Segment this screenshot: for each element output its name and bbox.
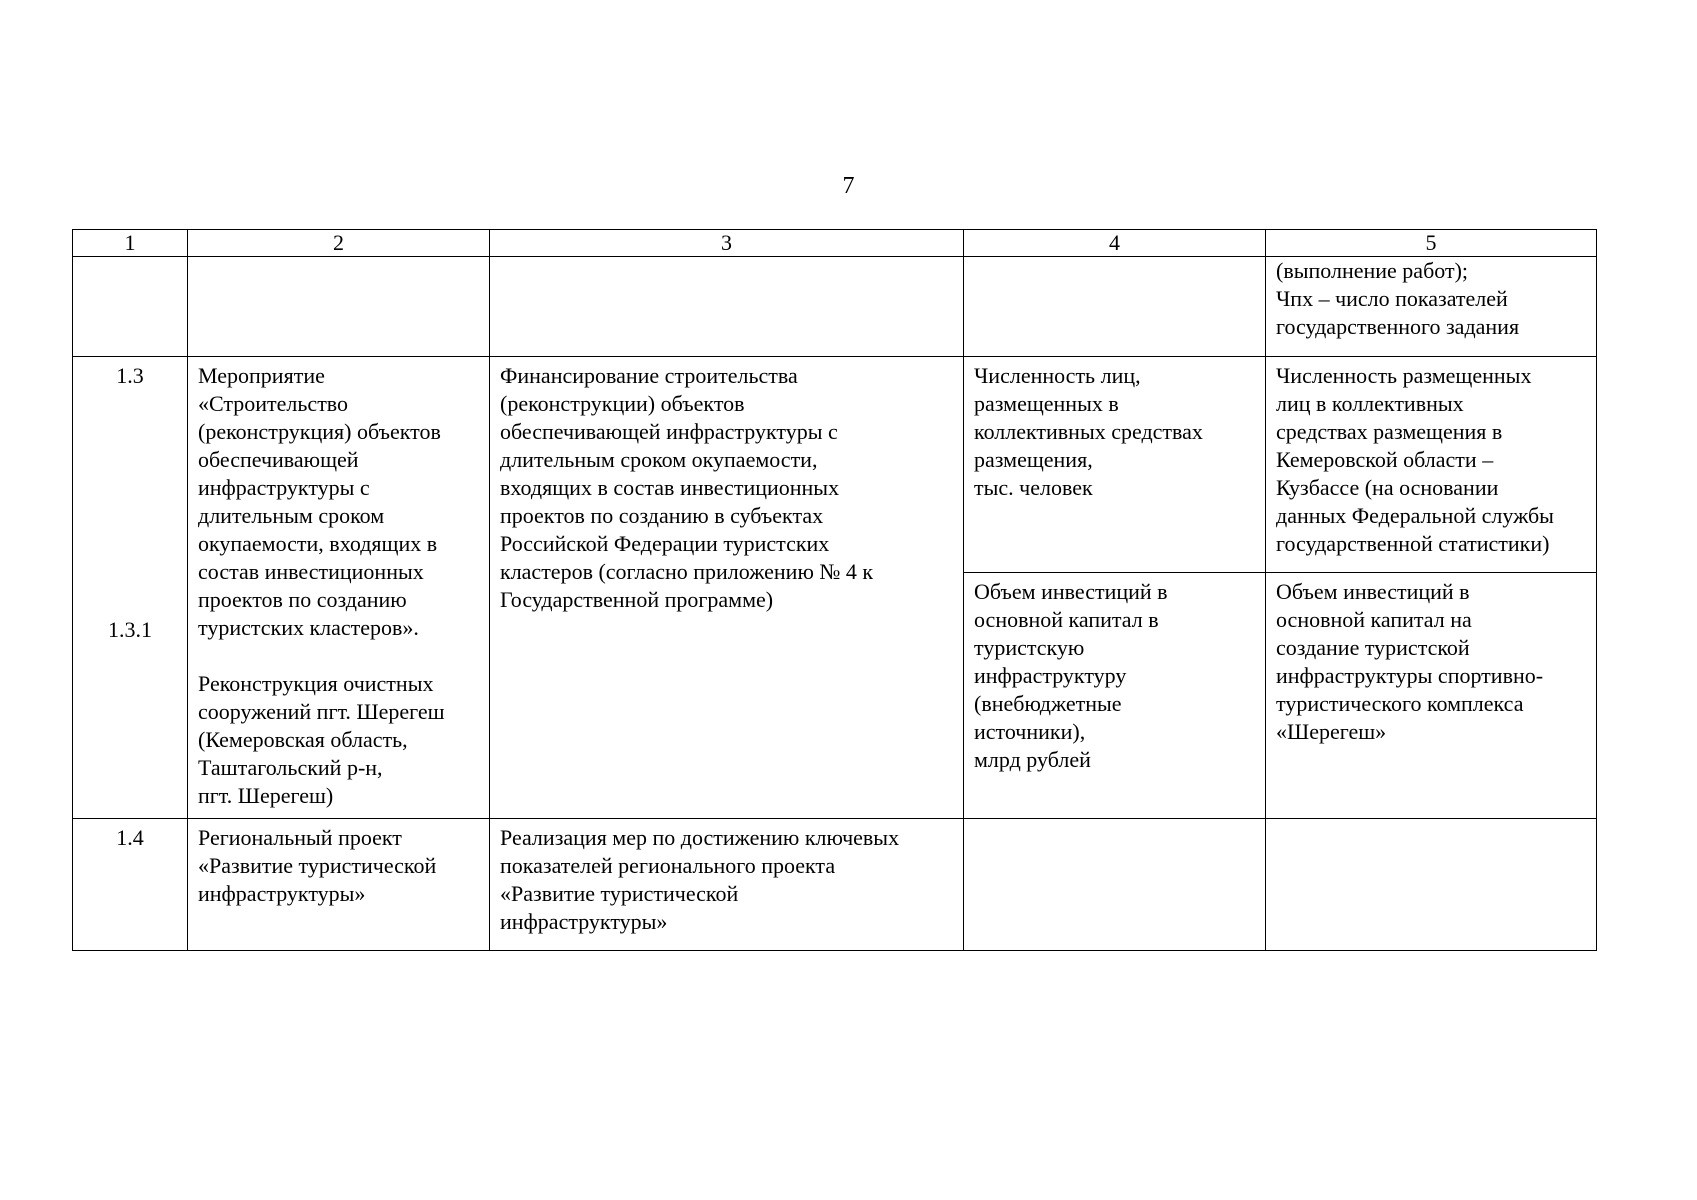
text-line: обеспечивающей инфраструктуры с bbox=[500, 419, 838, 444]
indicator-name-cell bbox=[964, 357, 1266, 573]
text-line: Региональный проект bbox=[198, 825, 402, 850]
text-line: Численность лиц, bbox=[974, 363, 1141, 388]
cell-empty bbox=[964, 257, 1266, 357]
row-number: 1.4 bbox=[116, 825, 144, 850]
column-header-1: 1 bbox=[73, 230, 188, 257]
text-line: Реконструкция очистных bbox=[198, 671, 434, 696]
text-line: Объем инвестиций в bbox=[974, 579, 1168, 604]
text-line: инфраструктуры спортивно- bbox=[1276, 663, 1544, 688]
indicator-source-cell bbox=[1266, 357, 1597, 573]
text-line: состав инвестиционных bbox=[198, 559, 424, 584]
cell-empty bbox=[73, 257, 188, 357]
column-header-4: 4 bbox=[964, 230, 1266, 257]
text-line: длительным сроком окупаемости, bbox=[500, 447, 818, 472]
cell-empty bbox=[188, 257, 490, 357]
text-line: обеспечивающей bbox=[198, 447, 359, 472]
text-line: размещенных в bbox=[974, 391, 1119, 416]
event-name-cell bbox=[188, 357, 490, 819]
text-line: государственной статистики) bbox=[1276, 531, 1550, 556]
text-line: Мероприятие bbox=[198, 363, 325, 388]
text-line: сооружений пгт. Шерегеш bbox=[198, 699, 445, 724]
indicator-table bbox=[72, 229, 1597, 951]
text-line: Российской Федерации туристских bbox=[500, 531, 830, 556]
column-header-3: 3 bbox=[490, 230, 964, 257]
text-line: данных Федеральной службы bbox=[1276, 503, 1554, 528]
row-number: 1.3 bbox=[116, 363, 144, 388]
text-line: создание туристской bbox=[1276, 635, 1470, 660]
text-line: инфраструктуру bbox=[974, 663, 1127, 688]
text-line: туристскую bbox=[974, 635, 1085, 660]
text-line: «Шерегеш» bbox=[1276, 719, 1387, 744]
row-sub-number: 1.3.1 bbox=[108, 617, 152, 642]
row-number-cell bbox=[73, 357, 188, 819]
spacer bbox=[198, 642, 479, 670]
text-line: млрд рублей bbox=[974, 747, 1091, 772]
text-line: коллективных средствах bbox=[974, 419, 1203, 444]
text-line: (реконструкция) объектов bbox=[198, 419, 441, 444]
text-line: входящих в состав инвестиционных bbox=[500, 475, 840, 500]
text-line: (выполнение работ); bbox=[1276, 258, 1469, 283]
text-line: показателей регионального проекта bbox=[500, 853, 836, 878]
cell-empty bbox=[964, 819, 1266, 951]
text-line: инфраструктуры» bbox=[198, 881, 366, 906]
text-line: проектов по созданию в субъектах bbox=[500, 503, 824, 528]
text-line: «Строительство bbox=[198, 391, 349, 416]
continuation-text bbox=[1266, 257, 1597, 357]
text-line: туристического комплекса bbox=[1276, 691, 1524, 716]
text-line: окупаемости, входящих в bbox=[198, 531, 438, 556]
text-line: основной капитал в bbox=[974, 607, 1159, 632]
indicator-source-cell bbox=[1266, 573, 1597, 819]
text-line: Чпх – число показателей bbox=[1276, 286, 1508, 311]
text-line: размещения, bbox=[974, 447, 1093, 472]
text-line: Таштагольский р-н, bbox=[198, 755, 383, 780]
cell-empty bbox=[490, 257, 964, 357]
table-row-1-3 bbox=[73, 357, 1597, 573]
text-line: источники), bbox=[974, 719, 1086, 744]
text-line: длительным сроком bbox=[198, 503, 385, 528]
text-line: Кузбассе (на основании bbox=[1276, 475, 1499, 500]
text-line: кластеров (согласно приложению № 4 к bbox=[500, 559, 874, 584]
row-number-cell bbox=[73, 819, 188, 951]
text-line: инфраструктуры» bbox=[500, 909, 668, 934]
text-line: Реализация мер по достижению ключевых bbox=[500, 825, 900, 850]
table-row-1-4 bbox=[73, 819, 1597, 951]
text-line: Численность размещенных bbox=[1276, 363, 1532, 388]
text-line: (Кемеровская область, bbox=[198, 727, 408, 752]
event-description-cell bbox=[490, 819, 964, 951]
text-line: туристских кластеров». bbox=[198, 615, 419, 640]
text-line: инфраструктуры с bbox=[198, 475, 370, 500]
text-line: Кемеровской области – bbox=[1276, 447, 1494, 472]
text-line: основной капитал на bbox=[1276, 607, 1472, 632]
text-line: государственного задания bbox=[1276, 314, 1520, 339]
cell-empty bbox=[1266, 819, 1597, 951]
text-line: проектов по созданию bbox=[198, 587, 407, 612]
indicator-name-cell bbox=[964, 573, 1266, 819]
text-line: лиц в коллективных bbox=[1276, 391, 1464, 416]
text-line: тыс. человек bbox=[974, 475, 1093, 500]
text-line: Государственной программе) bbox=[500, 587, 774, 612]
text-line: (внебюджетные bbox=[974, 691, 1122, 716]
page-number: 7 bbox=[842, 173, 855, 199]
text-line: (реконструкции) объектов bbox=[500, 391, 745, 416]
text-line: пгт. Шерегеш) bbox=[198, 783, 334, 808]
column-header-2: 2 bbox=[188, 230, 490, 257]
text-line: Финансирование строительства bbox=[500, 363, 798, 388]
text-line: Объем инвестиций в bbox=[1276, 579, 1470, 604]
table-row-continuation bbox=[73, 257, 1597, 357]
table-header-row bbox=[73, 230, 1597, 257]
column-header-5: 5 bbox=[1266, 230, 1597, 257]
text-line: «Развитие туристической bbox=[198, 853, 437, 878]
event-description-cell bbox=[490, 357, 964, 819]
event-name-cell bbox=[188, 819, 490, 951]
text-line: средствах размещения в bbox=[1276, 419, 1503, 444]
text-line: «Развитие туристической bbox=[500, 881, 739, 906]
